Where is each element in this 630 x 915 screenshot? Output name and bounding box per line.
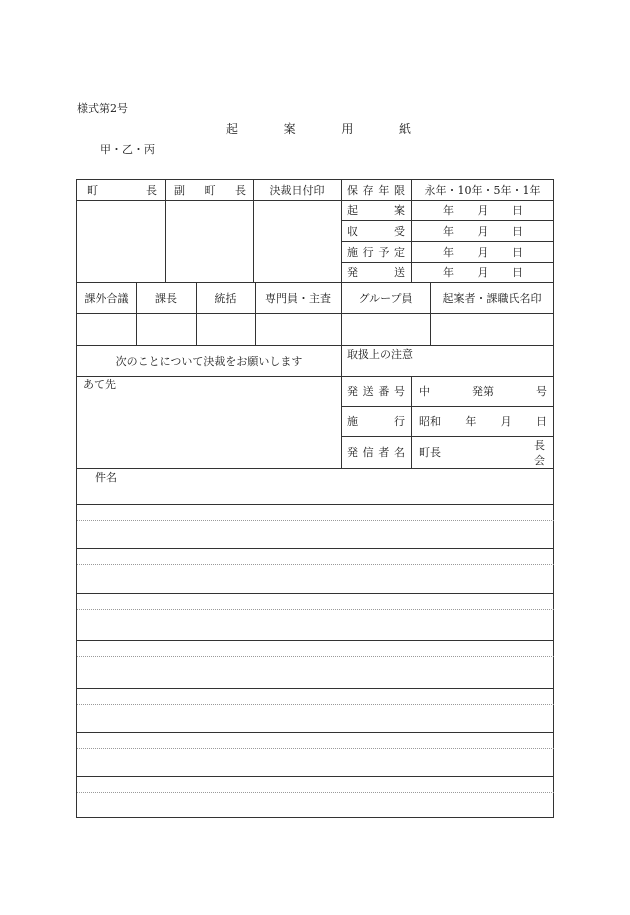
review-column-header: グループ員 — [358, 291, 413, 305]
decision-date-seal-header: 決裁日付印 — [269, 184, 325, 197]
handling-notes-label: 取扱上の注意 — [347, 348, 413, 361]
rule — [77, 732, 554, 733]
dotted-rule — [77, 520, 554, 521]
enforcement-date: 昭和 年 月 日 — [419, 415, 547, 428]
rule — [341, 180, 342, 282]
dotted-rule — [77, 564, 554, 565]
review-column-header: 課外合議 — [84, 291, 129, 305]
review-column-header: 課長 — [155, 291, 177, 305]
rule — [77, 548, 554, 549]
rule — [77, 504, 554, 505]
approval-request-text: 次のことについて決裁をお願いします — [115, 354, 303, 368]
sender-suffix: 長 — [534, 438, 545, 452]
form-number: 様式第2号 — [77, 102, 128, 115]
subject-label: 件名 — [95, 471, 117, 484]
dispatched-date: 年 月 日 — [443, 266, 523, 279]
rule — [77, 593, 554, 594]
enforcement-label: 施 行 — [347, 415, 405, 428]
addressee-label: あて先 — [83, 378, 116, 391]
rule — [77, 376, 341, 377]
rule — [77, 688, 554, 689]
rule — [77, 313, 554, 314]
received-label: 収 受 — [347, 224, 405, 238]
drafted-label: 起 案 — [347, 204, 405, 217]
rule — [77, 776, 554, 777]
title-char: 起 — [226, 122, 239, 136]
title-char: 紙 — [398, 122, 411, 136]
mayor-header: 町 長 — [87, 184, 157, 197]
dispatched-label: 発 送 — [347, 266, 405, 279]
dispatch-number-label: 発 送 番 号 — [347, 385, 405, 398]
received-date: 年 月 日 — [443, 224, 523, 238]
retention-label: 保 存 年 限 — [347, 184, 405, 197]
drafted-date: 年 月 日 — [443, 204, 523, 217]
dispatch-number-value: 中 発第 号 — [419, 385, 547, 398]
sender-label: 発 信 者 名 — [347, 446, 405, 459]
rule — [165, 180, 166, 282]
rule — [411, 376, 412, 468]
rule — [77, 200, 341, 201]
scheduled-enforcement-date: 年 月 日 — [443, 245, 523, 259]
deputy-mayor-header: 副 町 長 — [174, 184, 246, 197]
dotted-rule — [77, 609, 554, 610]
dotted-rule — [77, 704, 554, 705]
classification: 甲・乙・丙 — [100, 143, 155, 156]
rule — [77, 468, 554, 469]
form-frame — [76, 179, 554, 818]
document-title — [226, 123, 411, 135]
review-column-header: 専門員・主査 — [265, 291, 331, 305]
sender-value: 町長 — [419, 446, 441, 459]
review-column-header: 起案者・課職氏名印 — [442, 291, 542, 305]
title-char: 案 — [283, 122, 296, 136]
rule — [77, 640, 554, 641]
review-column-header: 統括 — [214, 291, 237, 305]
dotted-rule — [77, 656, 554, 657]
retention-options: 永年・10年・5年・1年 — [424, 184, 541, 197]
title-char: 用 — [341, 122, 354, 136]
scheduled-enforcement-label: 施 行 予 定 — [347, 245, 405, 259]
dotted-rule — [77, 748, 554, 749]
sender-suffix: 会 — [534, 453, 545, 467]
dotted-rule — [77, 792, 554, 793]
